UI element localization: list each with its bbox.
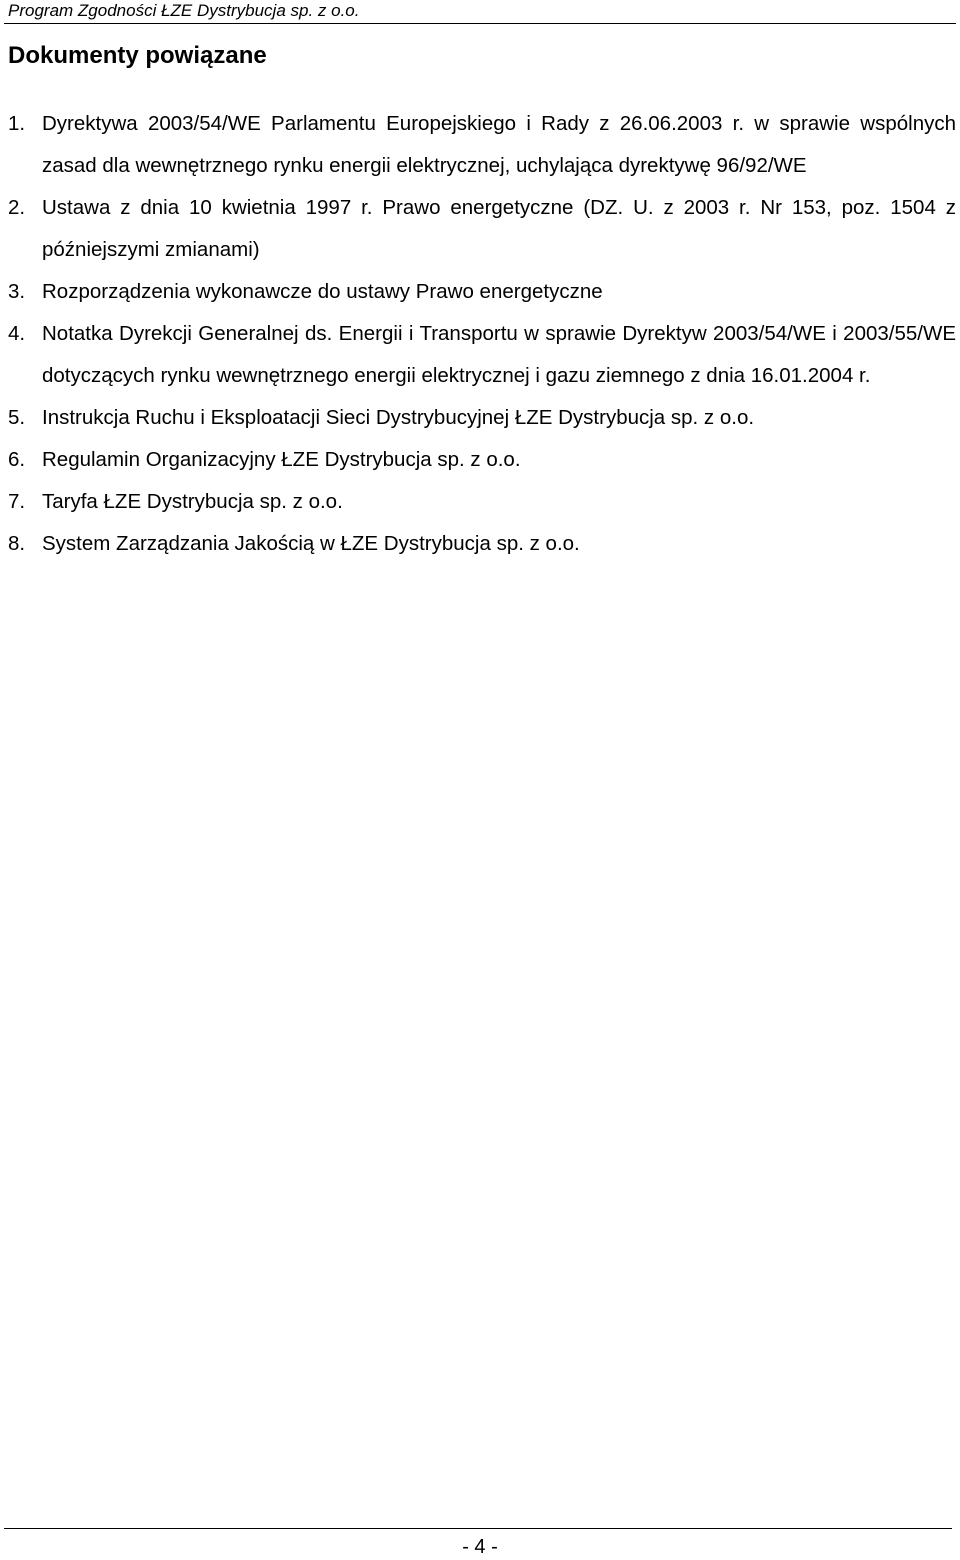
document-text: Regulamin Organizacyjny ŁZE Dystrybucja sp. z o.o.: [42, 448, 521, 471]
document-number: 3.: [8, 280, 26, 303]
document-text: Instrukcja Ruchu i Eksploatacji Sieci Dystrybucyjnej ŁZE Dystrybucja sp. z o.o.: [42, 406, 755, 429]
section-title: Dokumenty powiązane: [8, 42, 267, 69]
document-number: 7.: [8, 490, 26, 513]
document-item-6: [8, 439, 956, 481]
document-number: 8.: [8, 532, 26, 555]
footer-divider: [4, 1528, 952, 1529]
document-number: 2.: [8, 196, 26, 219]
document-item-8: [8, 523, 956, 565]
related-documents-list: [8, 103, 956, 565]
document-item-5: [8, 397, 956, 439]
document-text: System Zarządzania Jakością w ŁZE Dystrybucja sp. z o.o.: [42, 532, 580, 555]
document-number: 4.: [8, 322, 26, 345]
document-item-3: [8, 271, 956, 313]
document-text: Rozporządzenia wykonawcze do ustawy Prawo energetyczne: [42, 280, 603, 303]
document-number: 6.: [8, 448, 26, 471]
header-divider: [4, 23, 956, 24]
running-header: Program Zgodności ŁZE Dystrybucja sp. z o.o.: [8, 1, 360, 20]
document-item-2: [8, 187, 956, 271]
document-item-7: [8, 481, 956, 523]
document-text: Notatka Dyrekcji Generalnej ds. Energii i Transportu w sprawie Dyrektyw 2003/54/WE i 2003/55/WE dotyczących rynku wewnętrznego energii elektrycznej i gazu ziemnego z dnia 16.01.2004 r.: [42, 322, 956, 387]
document-item-1: [8, 103, 956, 187]
document-number: 5.: [8, 406, 26, 429]
document-item-4: [8, 313, 956, 397]
document-text: Taryfa ŁZE Dystrybucja sp. z o.o.: [42, 490, 343, 513]
document-text: Ustawa z dnia 10 kwietnia 1997 r. Prawo energetyczne (DZ. U. z 2003 r. Nr 153, poz. 1504 z późniejszymi zmianami): [42, 196, 956, 261]
page-number: - 4 -: [462, 1536, 498, 1558]
document-text: Dyrektywa 2003/54/WE Parlamentu Europejskiego i Rady z 26.06.2003 r. w sprawie wspólnych zasad dla wewnętrznego rynku energii elektrycznej, uchylająca dyrektywę 96/92/WE: [42, 112, 956, 177]
document-number: 1.: [8, 112, 26, 135]
